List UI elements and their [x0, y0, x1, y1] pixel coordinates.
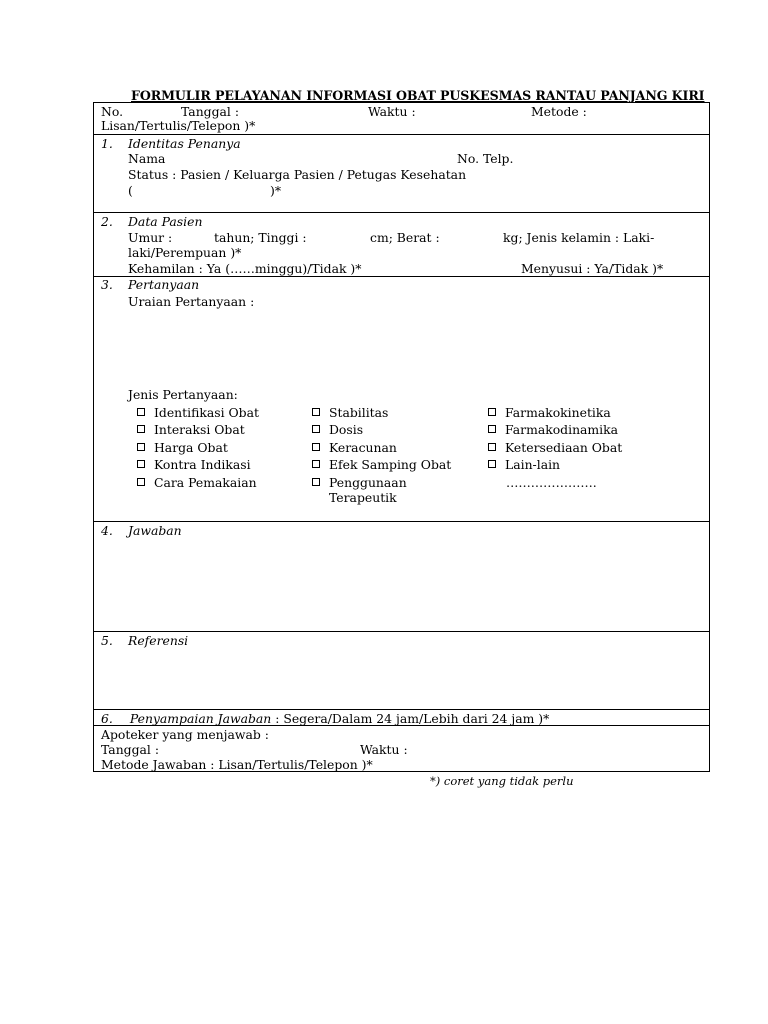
section-heading-pertanyaan: Pertanyaan	[128, 277, 200, 292]
form-title: FORMULIR PELAYANAN INFORMASI OBAT PUSKESMAS RANTAU PANJANG KIRI	[131, 88, 705, 103]
checkbox-icon	[488, 408, 496, 416]
checkbox-icon	[488, 460, 496, 468]
checkbox-label: Ketersediaan Obat	[505, 440, 623, 455]
menyusui-label: Menyusui : Ya/Tidak )*	[521, 261, 664, 276]
checkbox-label-continued: Terapeutik	[329, 490, 397, 505]
checkbox-icon	[137, 443, 145, 451]
metode-jawaban-label: Metode Jawaban : Lisan/Tertulis/Telepon )*	[101, 757, 373, 772]
checkbox-icon	[488, 443, 496, 451]
checkbox-icon	[137, 478, 145, 486]
checkbox-item[interactable]	[137, 457, 251, 472]
checkbox-label: Farmakodinamika	[505, 422, 619, 437]
jenis-pertanyaan-label: Jenis Pertanyaan:	[128, 387, 238, 402]
checkbox-label: Stabilitas	[329, 405, 389, 420]
berat-label: cm; Berat :	[370, 230, 440, 245]
metode-label: Metode :	[531, 104, 587, 119]
checkbox-item[interactable]	[488, 440, 622, 455]
section-heading-referensi: Referensi	[128, 633, 189, 648]
checkbox-label: Dosis	[329, 422, 364, 437]
checkbox-icon	[137, 425, 145, 433]
checkbox-icon	[312, 408, 320, 416]
divider	[93, 134, 710, 135]
checkbox-icon	[137, 408, 145, 416]
metode-options: Lisan/Tertulis/Telepon )*	[101, 118, 256, 133]
checkbox-label: Cara Pemakaian	[154, 475, 257, 490]
checkbox-item[interactable]	[488, 405, 611, 420]
nama-label: Nama	[128, 151, 166, 166]
checkbox-item[interactable]	[312, 422, 363, 437]
status-open-paren: (	[128, 183, 133, 198]
checkbox-label: Keracunan	[329, 440, 397, 455]
divider	[93, 521, 710, 522]
section-number: 2.	[101, 214, 113, 229]
apoteker-label: Apoteker yang menjawab :	[101, 727, 269, 742]
checkbox-icon	[488, 425, 496, 433]
checkbox-item[interactable]	[137, 405, 259, 420]
checkbox-icon	[312, 443, 320, 451]
checkbox-item[interactable]	[312, 457, 451, 472]
checkbox-label: Penggunaan	[329, 475, 407, 490]
checkbox-item[interactable]	[137, 475, 257, 490]
checkbox-label: Harga Obat	[154, 440, 228, 455]
section-heading-jawaban: Jawaban	[128, 523, 182, 538]
checkbox-item[interactable]	[312, 475, 407, 490]
checkbox-label: Kontra Indikasi	[154, 457, 251, 472]
footer-tanggal-label: Tanggal :	[101, 742, 159, 757]
waktu-label: Waktu :	[368, 104, 416, 119]
kehamilan-label: Kehamilan : Ya (……minggu)/Tidak )*	[128, 261, 362, 276]
no-label: No.	[101, 104, 124, 119]
section-6-row	[101, 711, 549, 726]
section-number: 4.	[101, 523, 113, 538]
section-heading-identitas: Identitas Penanya	[128, 136, 241, 151]
checkbox-label: Farmakokinetika	[505, 405, 611, 420]
checkbox-icon	[137, 460, 145, 468]
checkbox-item[interactable]	[488, 422, 618, 437]
tanggal-label: Tanggal :	[181, 104, 239, 119]
checkbox-item[interactable]	[137, 440, 228, 455]
checkbox-label: Identifikasi Obat	[154, 405, 259, 420]
penyampaian-options: : Segera/Dalam 24 jam/Lebih dari 24 jam )*	[271, 711, 550, 726]
checkbox-icon	[312, 425, 320, 433]
umur-label: Umur :	[128, 230, 173, 245]
divider	[93, 212, 710, 213]
checkbox-icon	[312, 460, 320, 468]
checkbox-item[interactable]	[312, 440, 397, 455]
checkbox-label: Lain-lain	[505, 457, 561, 472]
status-close: )*	[270, 183, 282, 198]
footnote: *) coret yang tidak perlu	[430, 774, 574, 788]
section-heading-penyampaian: Penyampaian Jawaban	[129, 711, 272, 726]
checkbox-label: Interaksi Obat	[154, 422, 245, 437]
status-label: Status : Pasien / Keluarga Pasien / Petugas Kesehatan	[128, 167, 467, 182]
lain-lain-dots: ………………….	[506, 475, 597, 490]
tinggi-label: tahun; Tinggi :	[214, 230, 307, 245]
checkbox-item[interactable]	[137, 422, 245, 437]
checkbox-item[interactable]	[488, 457, 560, 472]
form-table	[93, 102, 710, 772]
jenis-kelamin-options: laki/Perempuan )*	[128, 245, 242, 260]
jenis-kelamin-label: kg; Jenis kelamin : Laki-	[503, 230, 655, 245]
section-number: 3.	[101, 277, 113, 292]
section-heading-data-pasien: Data Pasien	[128, 214, 203, 229]
checkbox-item[interactable]	[312, 405, 388, 420]
footer-waktu-label: Waktu :	[360, 742, 408, 757]
checkbox-label: Efek Samping Obat	[329, 457, 452, 472]
section-number: 1.	[101, 136, 113, 151]
divider	[93, 631, 710, 632]
section-number: 5.	[101, 633, 113, 648]
telp-label: No. Telp.	[457, 151, 514, 166]
uraian-label: Uraian Pertanyaan :	[128, 294, 255, 309]
divider	[93, 709, 710, 710]
section-number: 6.	[101, 711, 113, 726]
checkbox-icon	[312, 478, 320, 486]
